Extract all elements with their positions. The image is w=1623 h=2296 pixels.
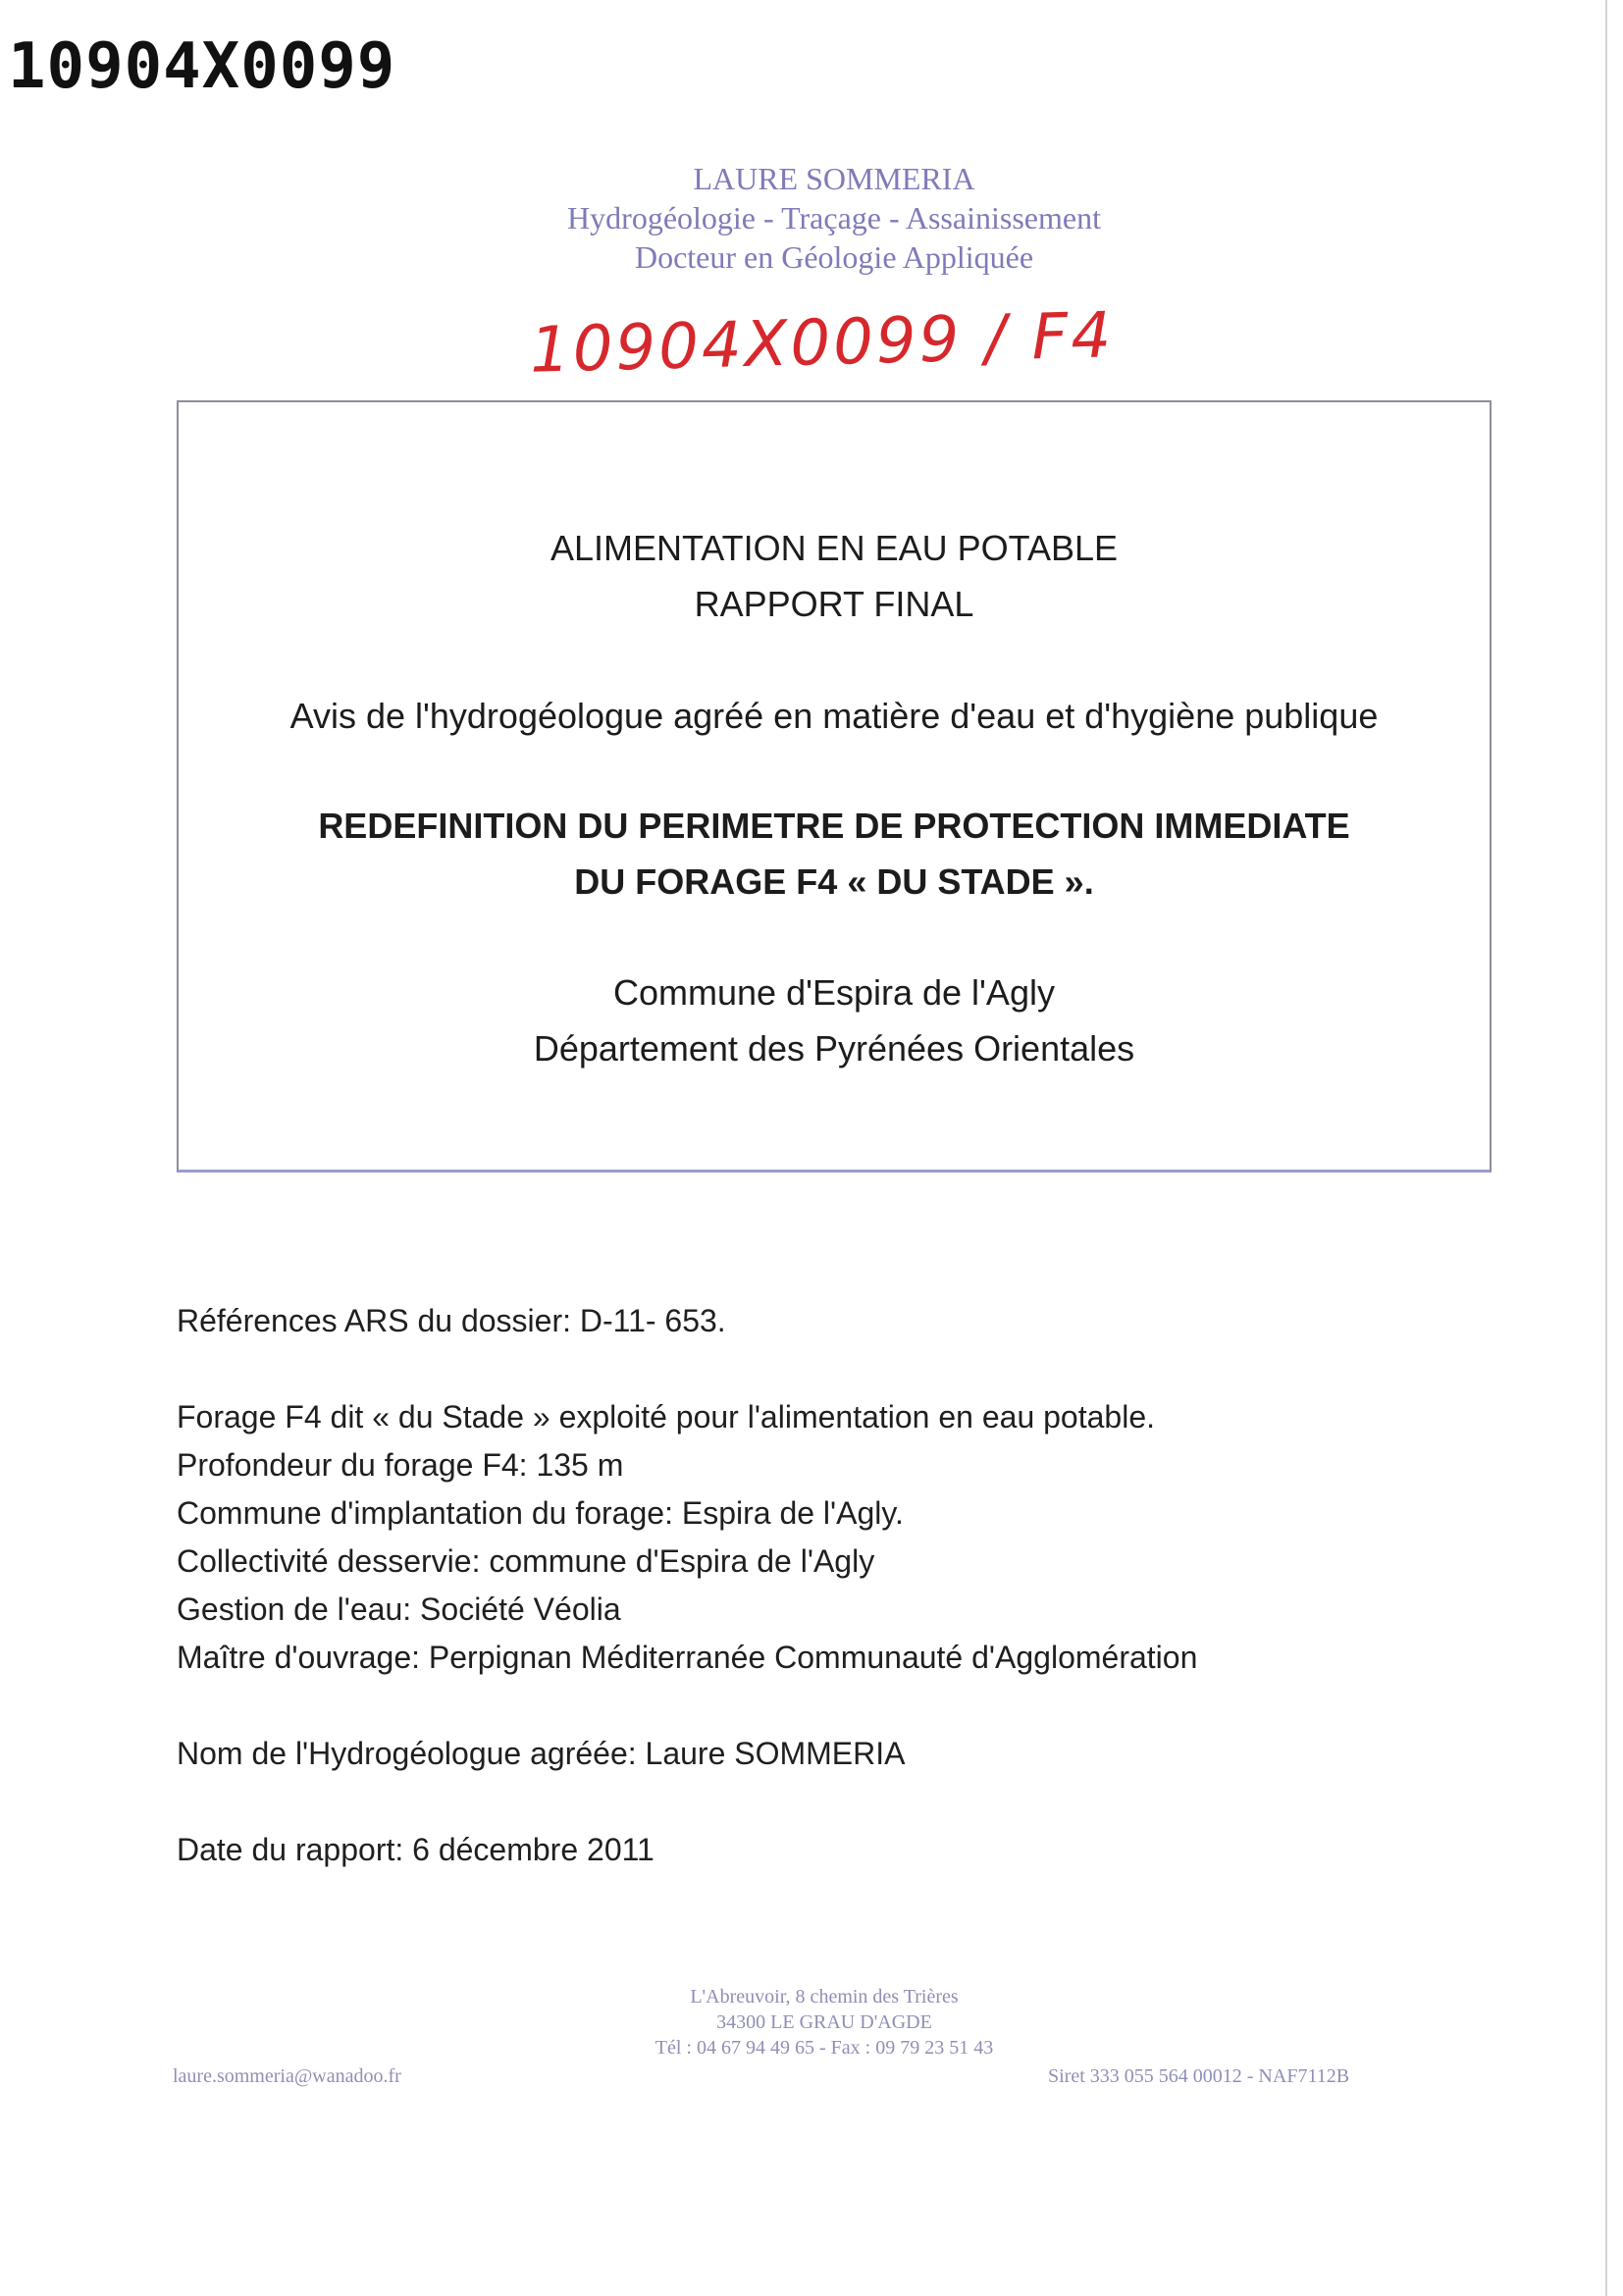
- letterhead-degree: Docteur en Géologie Appliquée: [634, 239, 1034, 275]
- profondeur-line: Profondeur du forage F4: 135 m: [177, 1447, 624, 1483]
- main-heading-line-2: DU FORAGE F4 « DU STADE ».: [574, 861, 1094, 902]
- title-line-1: ALIMENTATION EN EAU POTABLE: [550, 528, 1119, 568]
- main-heading-line-1: REDEFINITION DU PERIMETRE DE PROTECTION IMMEDIATE: [318, 806, 1350, 846]
- footer-address: [510, 1984, 1138, 2061]
- letterhead: [0, 159, 1623, 277]
- departement-line: Département des Pyrénées Orientales: [533, 1028, 1135, 1069]
- title-box: [177, 400, 1492, 1173]
- footer-email: laure.sommeria@wanadoo.fr: [173, 2065, 401, 2087]
- handwritten-reference: 10904X0099 / F4: [529, 299, 1115, 388]
- title-line-2: RAPPORT FINAL: [694, 584, 974, 624]
- footer-address-line-1: L'Abreuvoir, 8 chemin des Trières: [690, 1986, 959, 2008]
- document-code: 10904X0099: [8, 30, 396, 103]
- commune-implantation-line: Commune d'implantation du forage: Espira de l'Agly.: [177, 1495, 904, 1531]
- footer-address-line-2: 34300 LE GRAU D'AGDE: [716, 2011, 932, 2033]
- scan-edge-line: [1605, 0, 1607, 2296]
- subtitle-avis: Avis de l'hydrogéologue agréé en matière d'eau et d'hygiène publique: [289, 696, 1379, 736]
- letterhead-name: LAURE SOMMERIA: [693, 161, 975, 196]
- gestion-line: Gestion de l'eau: Société Véolia: [177, 1592, 621, 1627]
- hydrogeologue-line: Nom de l'Hydrogéologue agréée: Laure SOMMERIA: [177, 1736, 906, 1771]
- letterhead-specialties: Hydrogéologie - Traçage - Assainissement: [567, 200, 1101, 235]
- forage-line: Forage F4 dit « du Stade » exploité pour l'alimentation en eau potable.: [177, 1399, 1155, 1435]
- collectivite-line: Collectivité desservie: commune d'Espira de l'Agly: [177, 1543, 875, 1579]
- footer-siret: Siret 333 055 564 00012 - NAF7112B: [1048, 2065, 1350, 2087]
- commune-line: Commune d'Espira de l'Agly: [613, 972, 1055, 1013]
- footer-phone: Tél : 04 67 94 49 65 - Fax : 09 79 23 51 43: [654, 2037, 994, 2059]
- references-line: Références ARS du dossier: D-11- 653.: [177, 1303, 726, 1338]
- date-line: Date du rapport: 6 décembre 2011: [177, 1832, 654, 1867]
- maitre-ouvrage-line: Maître d'ouvrage: Perpignan Méditerranée Communauté d'Agglomération: [177, 1640, 1198, 1675]
